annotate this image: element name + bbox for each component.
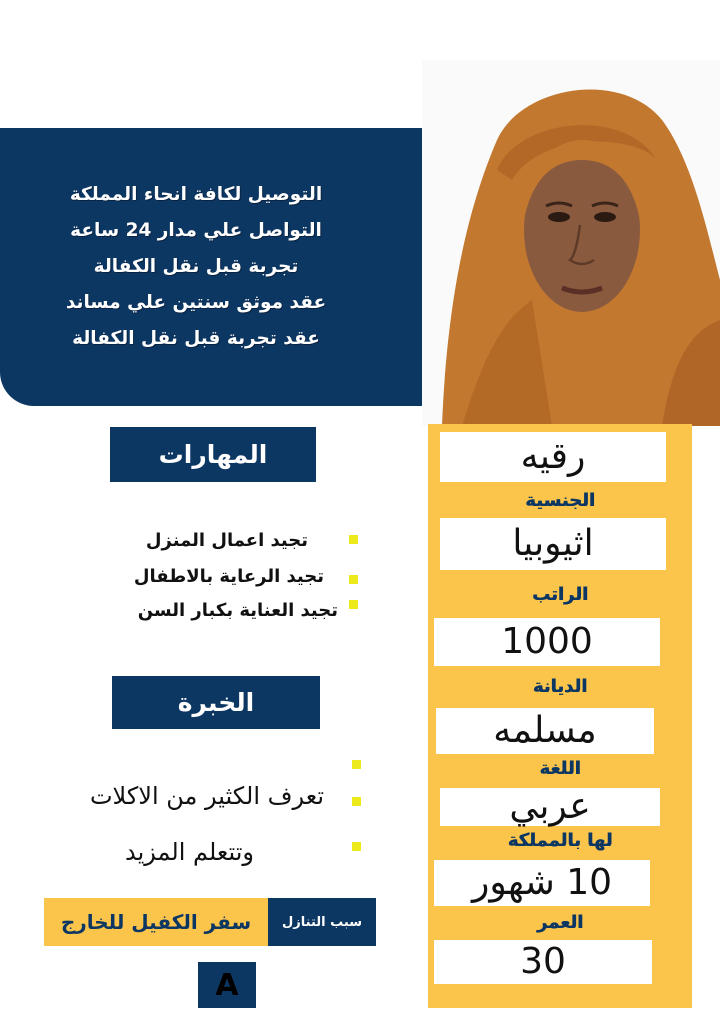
language-value: عربي <box>440 788 660 826</box>
age-value: 30 <box>434 940 652 984</box>
banner-line: تجربة قبل نقل الكفالة <box>93 256 299 277</box>
name-value: رقيه <box>440 432 666 482</box>
banner-line: عقد موثق سنتين علي مساند <box>65 292 327 313</box>
skill-item: تجيد الرعاية بالاطفال <box>133 566 324 587</box>
experience-item: تعرف الكثير من الاكلات <box>89 782 324 810</box>
bullet-icon <box>349 535 358 544</box>
bullet-icon <box>349 575 358 584</box>
skills-title: المهارات <box>110 427 316 482</box>
profile-photo <box>422 60 720 426</box>
religion-value: مسلمه <box>436 708 654 754</box>
banner-line: التوصيل لكافة انحاء المملكة <box>69 184 323 205</box>
waiver-value: سفر الكفيل للخارج <box>44 898 268 946</box>
religion-label: الديانة <box>532 676 588 697</box>
banner-line: التواصل علي مدار 24 ساعة <box>70 220 322 241</box>
salary-value: 1000 <box>434 618 660 666</box>
services-banner <box>0 128 422 406</box>
salary-label: الراتب <box>531 584 589 605</box>
nationality-value: اثيوبيا <box>440 518 666 570</box>
waiver-label: سبب التنازل <box>268 898 376 946</box>
skill-item: تجيد اعمال المنزل <box>145 530 308 551</box>
skill-item: تجيد العناية بكبار السن <box>137 600 338 621</box>
banner-line: عقد تجربة قبل نقل الكفالة <box>72 328 320 349</box>
bullet-icon <box>352 760 361 769</box>
bullet-icon <box>352 842 361 851</box>
bullet-icon <box>352 797 361 806</box>
nationality-label: الجنسية <box>525 490 595 511</box>
age-label: العمر <box>536 912 584 933</box>
language-label: اللغة <box>539 758 581 779</box>
in-kingdom-label: لها بالمملكة <box>507 830 613 851</box>
experience-item: وتتعلم المزيد <box>124 838 254 866</box>
code-badge: A <box>198 962 256 1008</box>
in-kingdom-value: 10 شهور <box>434 860 650 906</box>
info-panel <box>428 424 692 1008</box>
bullet-icon <box>349 600 358 609</box>
experience-title: الخبرة <box>112 676 320 729</box>
